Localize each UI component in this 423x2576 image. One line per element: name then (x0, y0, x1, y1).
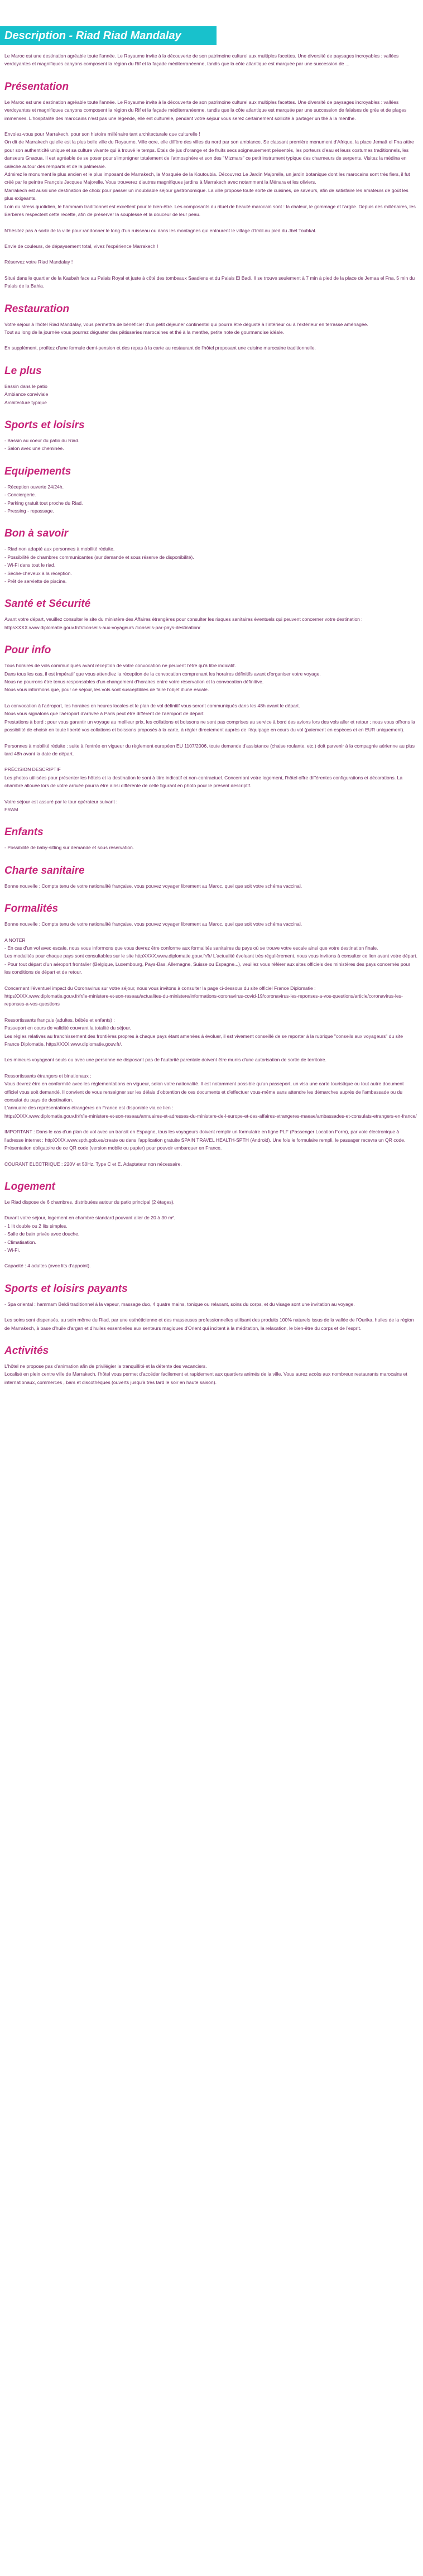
section-body (4, 920, 417, 1168)
section-body (4, 615, 417, 631)
section-heading: Sports et loisirs (4, 419, 85, 431)
paragraph: Bonne nouvelle : Compte tenu de votre nationalité française, vous pouvez voyager librement au Maroc, quel que soit votre schéma vaccinal. (4, 883, 302, 889)
paragraph: Avant votre départ, veuillez consulter le site du ministère des Affaires étrangères pour consulter les risques sanitaires éventuels qui peuvent concerner votre destination : httpsXXXX.www.diplomatie.gouv.fr/fr/conseils-aux-voyageurs /conseils-par-pays-destination/ (4, 616, 364, 630)
paragraph: PRÉCISION DESCRIPTIF Les photos utilisées pour présenter les hôtels et la destination le sont à titre indicatif et non-contractuel. Concernant votre logement, l'hôtel offre différentes configurations et décorations. La chambre allouée lors de votre arrivée pourra être ainsi différente de celle figurant en photo pour le présent descriptif. (4, 767, 403, 789)
sections (4, 80, 417, 1386)
section-heading: Activités (4, 1344, 49, 1357)
section (4, 902, 417, 1168)
paragraph-gap (4, 694, 417, 702)
paragraph-gap (4, 266, 417, 274)
section-heading: Equipements (4, 465, 71, 477)
section (4, 303, 417, 352)
paragraph-gap (4, 1008, 417, 1016)
paragraph-gap (4, 734, 417, 742)
section (4, 527, 417, 585)
paragraph-gap (4, 976, 417, 984)
section (4, 1344, 417, 1386)
paragraph-gap (4, 1048, 417, 1056)
paragraph: Bonne nouvelle : Compte tenu de votre nationalité française, vous pouvez voyager librement au Maroc, quel que soit votre schéma vaccinal. (4, 921, 302, 927)
paragraph: Votre séjour à l'hôtel Riad Mandalay, vous permettra de bénéficier d'un petit déjeuner continental qui pourra être dégusté à l'intérieur ou à l'extérieur en terrasse aménagée. Tout au long de la journée vous pourrez déguster des pâtisseries marocaines et thé à la menthe, petite note de gourmandise idéale. (4, 321, 368, 335)
paragraph: Tous horaires de vols communiqués avant réception de votre convocation ne peuvent l'être qu'à titre indicatif. Dans tous les cas, il est impératif que vous attendiez la réception de la convocation comprenant les horaires définitifs avant d'organiser votre voyage. Nous ne pourrons être tenus responsables d'un changement d'horaires entre votre réservation et la convocation définitive. Nous vous informons que, pour ce séjour, les vols sont susceptibles de faire l'objet d'une escale. (4, 663, 321, 693)
paragraph-gap (4, 1064, 417, 1072)
page-title: Description - Riad Riad Mandalay (0, 26, 217, 45)
section (4, 597, 417, 631)
paragraph-gap (4, 758, 417, 765)
section (4, 864, 417, 890)
paragraph-gap (4, 790, 417, 798)
paragraph: A NOTER - En cas d'un vol avec escale, nous vous informons que vous devrez être conforme aux formalités sanitaires du pays où se trouve votre escale ainsi que votre destination finale. Les modalités pour chaque pays sont consultables sur le site httpXXXX.www.diplomatie.gouv.fr/fr/ L'actualité évoluant très régulièrement, nous vous invitons à consulter ce lien avant votre départ. - Pour tout départ d'un aéroport frontalier (Belgique, Luxembourg, Pays-Bas, Allemagne, Suisse ou Espagne...), veuillez vous référer aux sites officiels des ministères des pays concernés pour les conditions de départ et de retour. (4, 937, 417, 975)
paragraph-gap (4, 928, 417, 936)
paragraph: - Réception ouverte 24/24h. - Conciergerie. - Parking gratuit tout proche du Riad. - Pressing - repassage. (4, 483, 83, 514)
section-body (4, 320, 417, 352)
section-body (4, 844, 417, 851)
section-heading: Le plus (4, 365, 42, 377)
paragraph-gap (4, 1120, 417, 1128)
section (4, 365, 417, 406)
section-heading: Sports et loisirs payants (4, 1282, 128, 1295)
paragraph: Votre séjour est assuré par le tour opérateur suivant : FRAM (4, 798, 118, 812)
paragraph-gap (4, 1152, 417, 1160)
section-heading: Enfants (4, 826, 44, 839)
section (4, 1180, 417, 1270)
paragraph: - Bassin au coeur du patio du Riad. - Salon avec une cheminée. (4, 437, 80, 452)
paragraph: Durant votre séjour, logement en chambre standard pouvant aller de 20 à 30 m². - 1 lit double ou 2 lits simples. - Salle de bain privée avec douche. - Climatisation. - Wi-Fi. (4, 1215, 175, 1253)
paragraph: Envolez-vous pour Marrakech, pour son histoire millénaire tant architecturale que culturelle ! On dit de Marrakech qu'elle est la plus belle ville du Royaume. Ville ocre, elle diffère des villes du nord par son ambiance. Se classant première monument d'Afrique, la place Jemaâ el Fna attire pour son authenticité unique et sa culture vivante qui à trouvé le temps. Etals de jus d'orange et de fruits secs soigneusement présentés, les porteurs d'eau et leurs costumes traditionnels, les danseurs Gnaoua. Il est agréable de se poser pour s'imprégner totalement de l'atmosphère et son des "Mizmars" ce petit instrument typique des charmeurs de serpents. Visitez la médina en calèche autour des remparts et de la palmeraie. Admirez le monument le plus ancien et le plus imposant de Marrakech, la Mosquée de la Koutoubia. Découvrez Le Jardin Majorelle, un jardin botanique dont les marocains sont très fiers, il fut créé par le peintre François Jacques Majorelle. Vous trouverez d'autres magnifiques jardins à Marrakech avec notamment la Ménara et les oliviers. Marrakech est aussi une destination de choix pour passer un inoubliable séjour gastronomique. La ville propose toute sorte de cuisines, de saveurs, afin de satisfaire les amateurs de goût les plus exigeants. Loin du stress quotidien, le hammam traditionnel est excellent pour le bien-être. Les composants du rituel de beauté marocain sont : la chaleur, le gommage et l'argile. Depuis des millénaires, les Berbères respectent cette recette, afin de préserver la souplesse et la douceur de leur peau. (4, 131, 416, 218)
paragraph-gap (4, 336, 417, 344)
section (4, 465, 417, 515)
paragraph: N'hésitez pas à sortir de la ville pour randonner le long d'un ruisseau ou dans les montagnes qui entourent le village d'Imlil au pied du Jbel Toubkal. (4, 227, 316, 233)
paragraph: La convocation à l'aéroport, les horaires en heures locales et le plan de vol définitif vous seront communiqués dans les 48h avant le départ. Nous vous signalons que l'aéroport d'arrivée à Paris peut être différent de l'aéroport de départ. Prestations à bord : pour vous garantir un voyage au meilleur prix, les collations et boissons ne sont pas comprises au service à bord des avions lors des vols aller et retour ; nous vous offrons la possibilité de choisir en toute liberté vos collations et boissons proposés à la carte, à régler directement auprès de l'équipage en cours du vol (paiement en espèces et en EUR uniquement). (4, 702, 415, 733)
section-heading: Pour info (4, 644, 51, 657)
section (4, 80, 417, 290)
section-body (4, 1362, 417, 1386)
paragraph-gap (4, 250, 417, 258)
paragraph: Les mineurs voyageant seuls ou avec une personne ne disposant pas de l'autorité parentale doivent être munis d'une autorisation de sortie de territoire. (4, 1057, 327, 1063)
paragraph: L'hôtel ne propose pas d'animation afin de privilégier la tranquillité et la détente des vacanciers. Localisé en plein centre ville de Marrakech, l'hôtel vous permet d'accéder facilement et rapidement aux quartiers animés de la ville. Vous aurez accès aux nombreux restaurants marocains et internationaux, commerces , bars et discothèques (ouverts jusqu'à très tard le soir en haute saison). (4, 1363, 407, 1385)
paragraph: Capacité : 4 adultes (avec lits d'appoint). (4, 1263, 91, 1269)
paragraph-gap (4, 234, 417, 242)
section-body (4, 1300, 417, 1332)
paragraph-gap (4, 122, 417, 130)
paragraph-gap (4, 1254, 417, 1262)
paragraph: En supplément, profitez d'une formule demi-pension et des repas à la carte au restaurant de l'hôtel proposant une cuisine marocaine traditionnelle. (4, 345, 316, 351)
section-heading: Santé et Sécurité (4, 598, 91, 610)
paragraph-gap (4, 1206, 417, 1214)
section-body (4, 662, 417, 813)
section-body (4, 437, 417, 453)
section-body (4, 483, 417, 515)
paragraph: Situé dans le quartier de la Kasbah face au Palais Royal et juste à côté des tombeaux Saadiens et du Palais El Badi. Il se trouve seulement à 7 min à pied de la place de Jemaa el Fna, 5 min du Palais de la Bahia. (4, 275, 416, 289)
paragraph: - Possibilité de baby-sitting sur demande et sous réservation. (4, 845, 134, 851)
paragraph: - Riad non adapté aux personnes à mobilité réduite. - Possibilité de chambres communicantes (sur demande et sous réserve de disponibilité). - Wi-Fi dans tout le riad. - Sèche-cheveux à la réception. - Prêt de serviette de piscine. (4, 546, 194, 585)
paragraph: COURANT ELECTRIQUE : 220V et 50Hz. Type C et E. Adaptateur non nécessaire. (4, 1161, 182, 1167)
section-body (4, 882, 417, 890)
section-heading: Présentation (4, 80, 69, 93)
section-heading: Logement (4, 1180, 55, 1193)
section (4, 419, 417, 453)
paragraph: Concernant l'éventuel impact du Coronavirus sur votre séjour, nous vous invitons à consulter la page ci-dessous du site officiel France Diplomatie : httpsXXXX.www.diplomatie.gouv.fr/fr/le-ministere-et-son-reseau/actualites-du-ministere/informations-coronavirus-covid-19/coronavirus-les-reponses-a-vos-questions/article/coronavirus-les-reponses-a-vos-questions (4, 985, 403, 1007)
section-body (4, 545, 417, 585)
paragraph: Bassin dans le patio Ambiance conviviale Architecture typique (4, 383, 49, 405)
content (0, 45, 423, 1386)
paragraph: Ressortissants français (adultes, bébés et enfants) : Passeport en cours de validité couvrant la totalité du séjour. Les règles relatives au franchissement des frontières propres à chaque pays étant amenées à évoluer, il est vivement conseillé de se reporter à la rubrique "conseils aux voyageurs" du site France Diplomatie, httpsXXXX.www.diplomatie.gouv.fr/. (4, 1017, 403, 1047)
paragraph: Personnes à mobilité réduite : suite à l'entrée en vigueur du règlement européen EU 1107/2006, toute demande d'assistance (chaise roulante, etc.) doit parvenir à la compagnie aérienne au plus tard 48h avant la date de départ. (4, 743, 416, 756)
section-heading: Charte sanitaire (4, 864, 85, 877)
paragraph: - Spa oriental : hammam Beldi traditionnel à la vapeur, massage duo, 4 quatre mains, tonique ou relaxant, soins du corps, et du visage sont une invitation au voyage. (4, 1301, 355, 1307)
paragraph: Ressortissants étrangers et binationaux : Vous devrez être en conformité avec les réglementations en vigueur, selon votre nationalité. Il est notamment possible qu'un passeport, un visa une carte touristique ou tout autre document officiel vous soit demandé. Il convient de vous renseigner sur les délais d'obtention de ces documents et d'effectuer vous-même sans attendre les démarches auprès de l'ambassade ou du consulat du pays de destination. L'annuaire des représentations étrangères en France est disponible via ce lien : httpsXXXX.www.diplomatie.gouv.fr/fr/le-ministere-et-son-reseau/annuaires-et-adresses-du-ministere-de-l-europe-et-des-affaires-etrangeres-maeae/ambassades-et-consulats-etrangers-en-france/ (4, 1072, 417, 1119)
paragraph: Réservez votre Riad Mandalay ! (4, 259, 73, 265)
section-body (4, 382, 417, 406)
paragraph: Envie de couleurs, de dépaysement total, vivez l'expérience Marrakech ! (4, 243, 158, 249)
paragraph-gap (4, 219, 417, 227)
intro-text: Le Maroc est une destination agréable toute l'année. Le Royaume invite à la découverte de son patrimoine culturel aux multiples facettes. Une diversité de paysages incroyables : vallées verdoyantes et magnifiques canyons composent la région du Rif et la façade méditerranéenne, tandis que la côte atlantique est marquée par une succession de ... (4, 53, 400, 67)
section-body (4, 1198, 417, 1270)
section-heading: Bon à savoir (4, 528, 69, 540)
paragraph: Le Riad dispose de 6 chambres, distribuées autour du patio principal (2 étages). (4, 1199, 175, 1205)
paragraph: Les soins sont dispensés, au sein même du Riad, par une esthéticienne et des masseuses professionnelles utilisant des produits 100% naturels issus de la vallée de l'Ourika, huiles de la région de Marrakech, à base d'huile d'argan et d'huiles essentielles aux senteurs magiques d'Orient qui incitent à la méditation, la relaxation, le bien-être du corps et de l'esprit. (4, 1317, 415, 1331)
paragraph: Le Maroc est une destination agréable toute l'année. Le Royaume invite à la découverte de son patrimoine culturel aux multiples facettes. Une diversité de paysages incroyables : vallées verdoyantes et magnifiques canyons composent la région du Rif et la façade méditerranéenne, tandis que la côte atlantique est marquée par une succession de falaises de grès et de plages immenses. L'hospitalité des marocains n'est pas une légende, elle est culturelle, pendant votre séjour vous serez certainement sollicité à partager un thé à la menthe. (4, 99, 408, 121)
section-heading: Restauration (4, 303, 70, 315)
section-body (4, 98, 417, 290)
paragraph-gap (4, 1308, 417, 1316)
paragraph: IMPORTANT : Dans le cas d'un plan de vol avec un transit en Espagne, tous les voyageurs doivent remplir un formulaire en ligne PLF (Passenger Location Form), par voie électronique à l'adresse internet : httpXXXX.www.spth.gob.es/create ou dans l'application gratuite SPAIN TRAVEL HEALTH-SPTH (Android). Une fois le formulaire rempli, le passager recevra un QR code. Présentation obligatoire de ce QR code (version mobile ou papier) pour pouvoir embarquer en France. (4, 1129, 407, 1151)
section-heading: Formalités (4, 903, 59, 915)
section (4, 826, 417, 851)
section (4, 644, 417, 813)
section (4, 1282, 417, 1332)
